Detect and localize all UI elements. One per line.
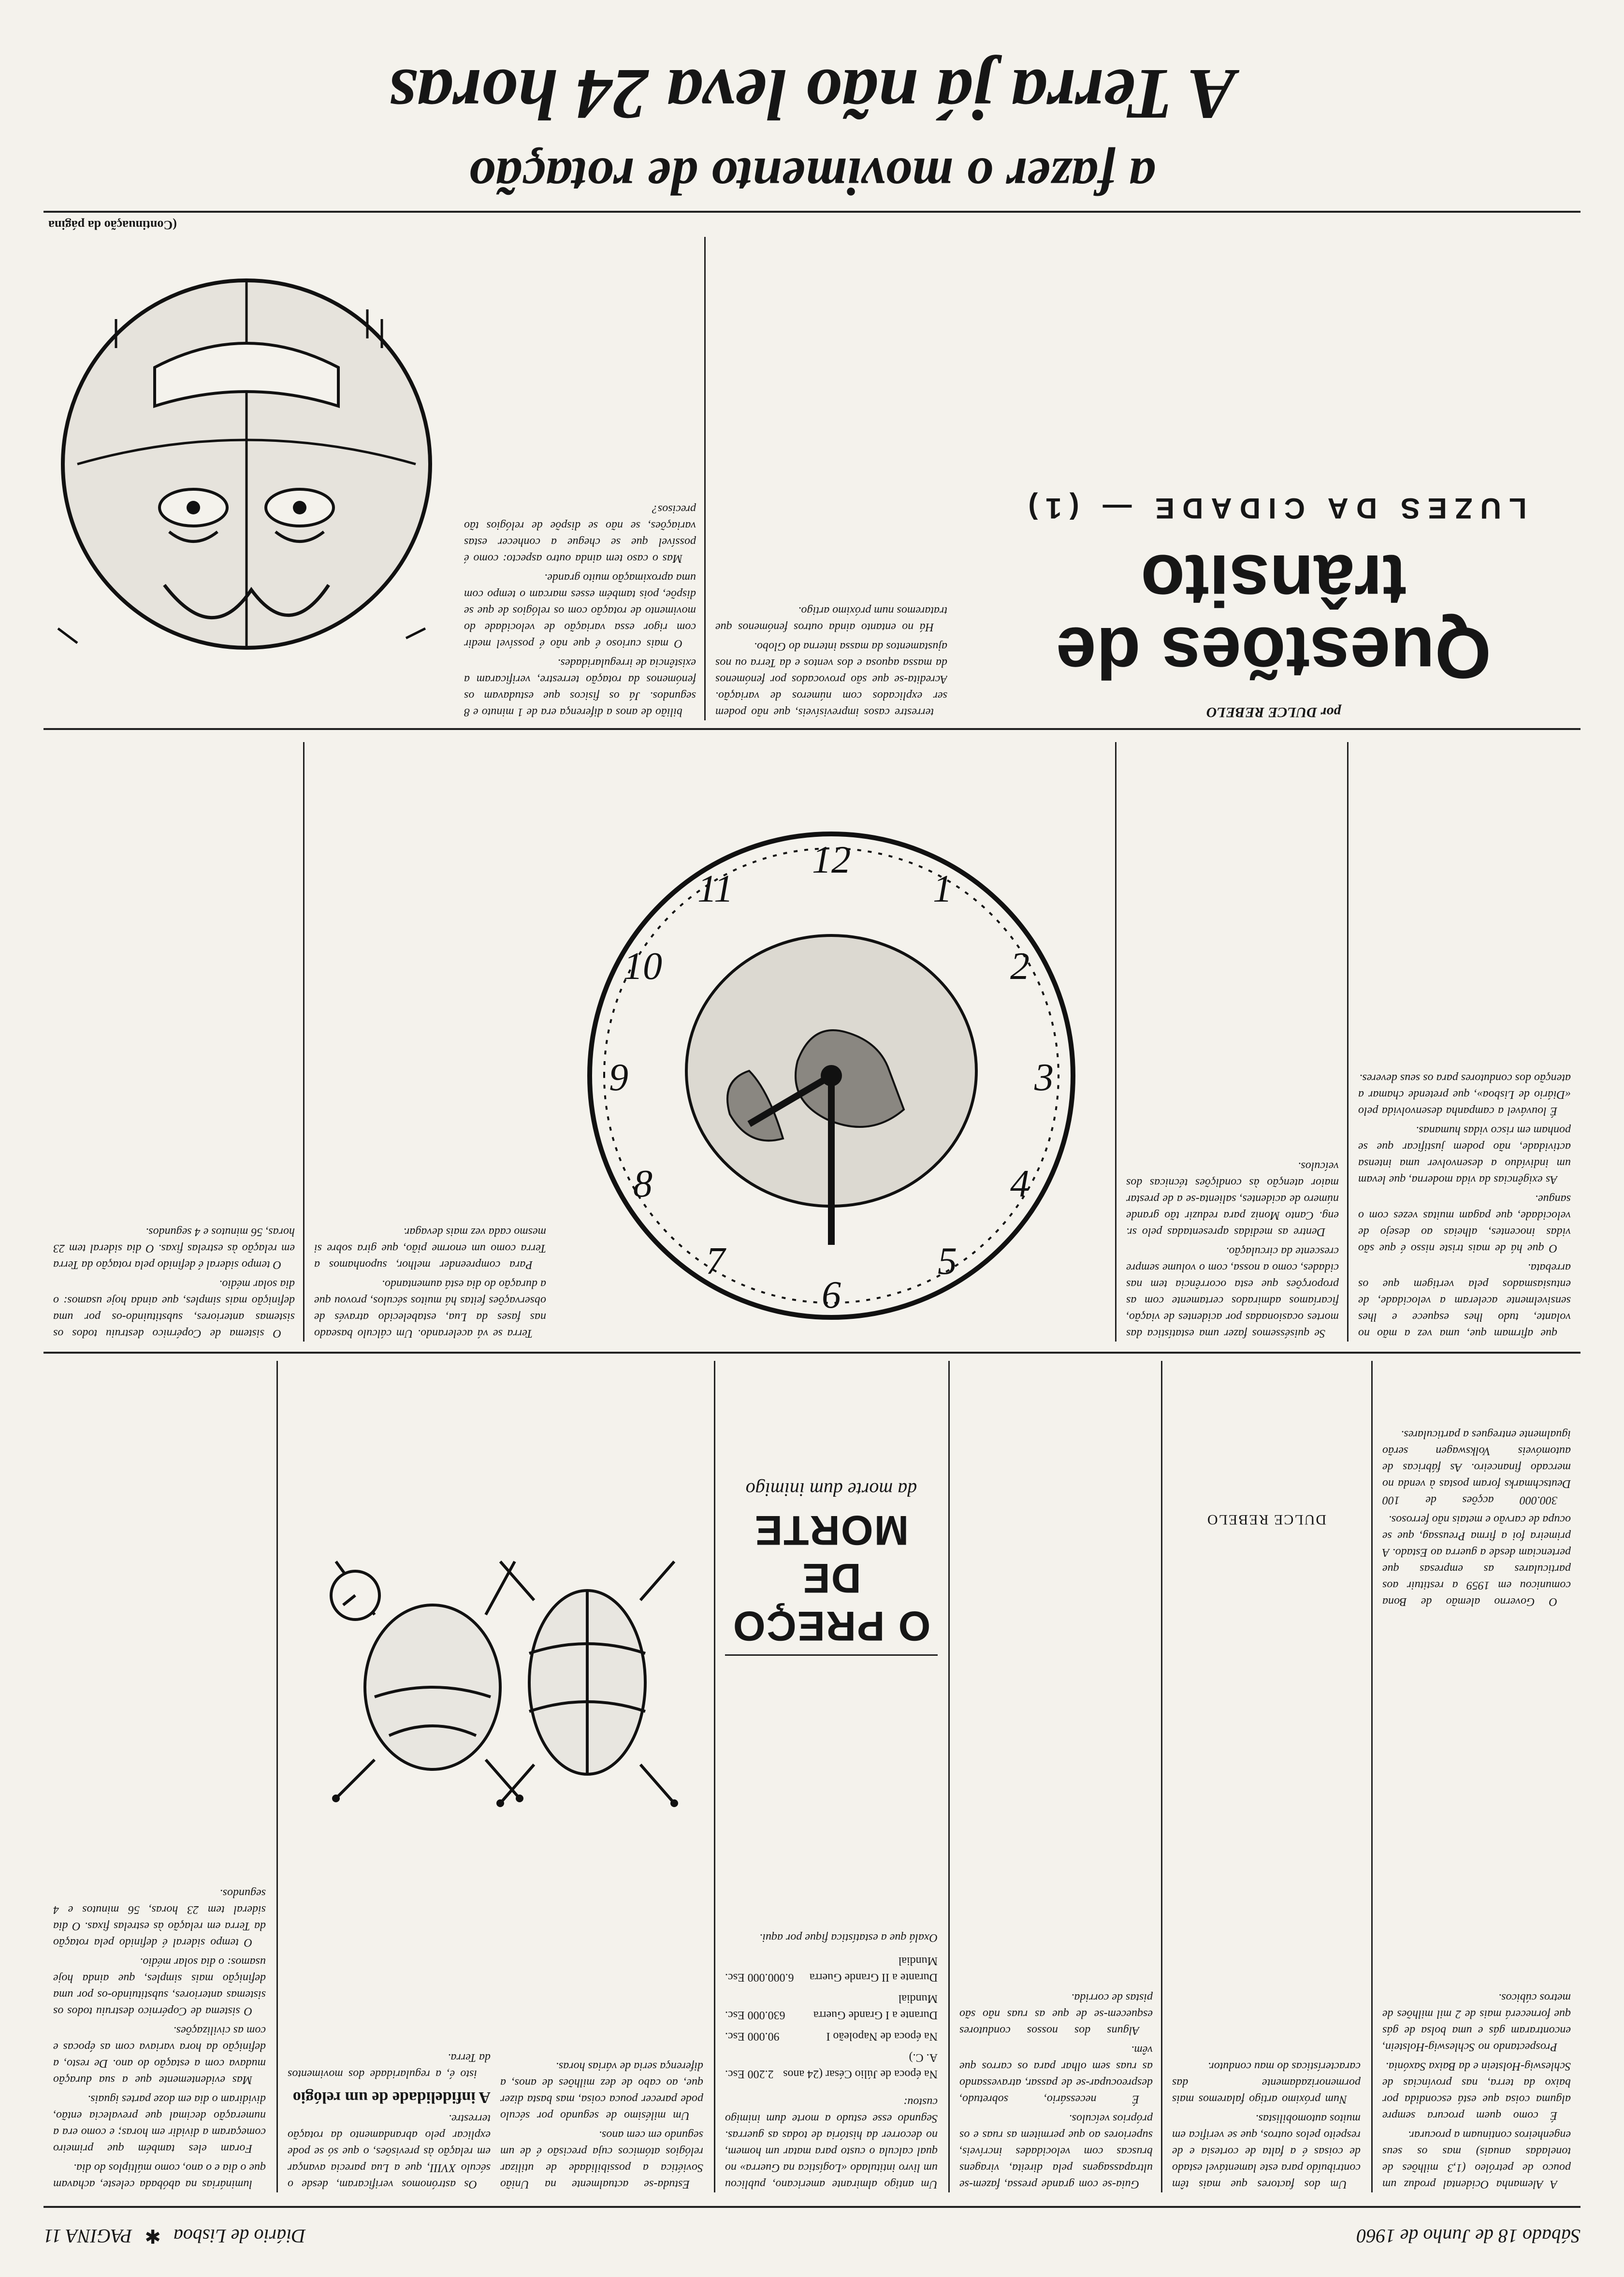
page-header — [44, 2206, 1580, 2265]
paragraph: terrestre casos imprevisíveis, que não podem ser explicados com números de variação. Acredita-se que são provocados por fenómenos da massa aquosa e dos ventos e da Terra ou nos ajustamentos da massa interna do Globo. — [715, 640, 947, 718]
article1-col1 — [464, 237, 696, 720]
paragraph: isto é, a regularidade dos movimentos da Terra. — [288, 2051, 491, 2080]
article1-subheading: A infidelidade de um relógio — [292, 2088, 491, 2106]
article2-col3 — [959, 1361, 1153, 2192]
column-rule — [948, 1361, 950, 2192]
paragraph: Há no entanto ainda outros fenómenos que trataremos num próximo artigo. — [715, 604, 947, 633]
article1-col4a — [53, 1361, 266, 2192]
sidebar-row — [725, 1953, 938, 1985]
sidebar-title-block — [725, 1478, 938, 1656]
header-date: Sábado 18 de Junho de 1960 — [1356, 2225, 1580, 2248]
header-right — [44, 2225, 305, 2248]
paragraph: Para compreender melhor, suponhamos a Terra como um enorme pião, que gira sobre si mesmo cada vez mais devagar. — [314, 1226, 546, 1271]
column-rule — [1371, 1361, 1373, 2192]
sidebar-table — [725, 1953, 938, 2082]
insects-illustration — [288, 1533, 703, 1832]
header-separator: ✱ — [145, 2225, 161, 2248]
sidebar-row — [725, 1990, 938, 2023]
clock-numeral: 3 — [1034, 1056, 1054, 1099]
paragraph: Prospectando no Schleswig-Holstein, encontraram gás e uma bolsa de gás que fornecerá mais de 2 mil milhões de metros cúbicos. — [1382, 1991, 1571, 2053]
sidebar-row-label: Durante a II Grande Guerra Mundial — [809, 1955, 938, 1984]
clock-numeral: 9 — [609, 1056, 628, 1099]
column-rule — [704, 237, 706, 720]
paragraph: É louvável a campanha desenvolvida pelo «Diário de Lisboa», que pretende chamar a atenção dos condutores para os seus deveres. — [1358, 1072, 1571, 1117]
clock-numeral: 2 — [1010, 945, 1030, 988]
article1-col3 — [314, 737, 546, 1342]
paragraph: Dentre as medidas apresentadas pelo sr. eng. Canto Moniz para reduzir tão grande número de acidentes, salienta-se a de prestar maior atenção às condições técnicas dos veículos. — [1126, 1160, 1339, 1238]
article2-col4 — [1172, 1530, 1361, 2192]
article2-col1 — [1126, 737, 1339, 1342]
paragraph: A Alemanha Ocidental produz um pouco de petróleo (1,3 milhões de toneladas anuais) mas os seus engenheiros continuam a procurar. — [1382, 2129, 1571, 2190]
clock-numeral: 12 — [812, 839, 851, 881]
paragraph: luminárias na abóbada celeste, achavam que o dia e o ano, como múltiplos do dia. — [53, 2161, 266, 2190]
globe-face-illustration — [48, 232, 445, 715]
section-rule — [44, 1352, 1580, 1354]
sidebar-row-value: 90.000 Esc. — [725, 2030, 780, 2043]
clock-numeral: 4 — [1010, 1163, 1030, 1205]
paragraph: Guia-se com grande pressa, fazem-se ultrapassagens pela direita, viragens bruscas com velocidades incríveis, superiores ao que permitem as ruas e os próprios veículos. — [959, 2112, 1153, 2190]
clock-numeral: 10 — [624, 945, 662, 988]
paragraph: 300.000 acções de 100 Deutschmarks foram postas à venda no mercado financeiro. As fábricas de automóveis Volkswagen serão igualmente entregues a particulares. — [1382, 1428, 1571, 1506]
article2-header — [976, 492, 1571, 720]
sidebar-intro: Um antigo almirante americano, publicou um livro intitulado «Logística na Guerra» no qual calcula o custo para matar um homem, no decorrer da história de todas as guerras. Segundo esse estudo a morte dum inimigo custou: — [725, 2096, 938, 2190]
clock-illustration — [566, 810, 1097, 1342]
paragraph: O sistema de Copérnico destruiu todos os sistemas anteriores, substituindo-os por uma definição mais simples, que ainda hoje usamos: o dia solar médio. — [53, 1278, 295, 1340]
column-rule — [1115, 742, 1116, 1342]
paragraph: O tempo sideral é definido pela rotação da Terra em relação às estrelas fixas. O dia sideral tem 23 horas, 56 minutos e 4 segundos. — [53, 1887, 266, 1949]
paragraph: É como quem procura sempre alguma coisa que está escondida por baixo da terra, nas províncias de Schleswig-Holstein e da Baixa Saxónia. — [1382, 2060, 1571, 2122]
paragraph: Um dos factores que mais têm contribuído para este lamentável estado de coisas é a falta de cortesia e de respeito pelos outros, que se verifica em muitos automobilistas. — [1172, 2112, 1361, 2190]
article2-title: Questões de trânsito — [1056, 540, 1492, 694]
column-rule — [714, 1361, 715, 2192]
column-rule — [303, 742, 304, 1342]
clock-numeral: 1 — [933, 868, 952, 910]
paragraph: Um milésimo de segundo por século pode parecer pouca coisa, mas basta dizer que, ao cabo de dez milhões de anos, a diferença seria de várias horas. — [500, 2060, 703, 2122]
column-rule — [1347, 742, 1348, 1342]
paragraph: O tempo sideral é definido pela rotação da Terra em relação às estrelas fixas. O dia sideral tem 23 horas, 56 minutos e 4 segundos. — [53, 1226, 295, 1271]
paragraph: Estuda-se actualmente na União Soviética a possibilidade de utilizar relógios atómicos cuja precisão é de um segundo em cem anos. — [500, 2129, 703, 2190]
clock-numeral: 7 — [706, 1240, 725, 1283]
paragraph: As exigências da vida moderna, que levam um indivíduo a desenvolver uma intensa actividade, não podem justificar que se ponham em risco vidas humanas. — [1358, 1124, 1571, 1186]
column-rule — [276, 1361, 278, 2192]
sidebar-row-label: Durante a I Grande Guerra Mundial — [813, 1992, 938, 2021]
article1-col2 — [715, 237, 947, 720]
paragraph: Num próximo artigo falaremos mais pormenorizadamente das características do mau condutor. — [1172, 2060, 1361, 2105]
sidebar-subtitle: da morte dum inimigo — [745, 1479, 917, 1501]
paragraph: O Governo alemão de Bona comunicou em 1959 a restituir aos particulares as empresas que pertenciam desde a guerra ao Estado. A primeira foi a firma Preussag, que se ocupa de carvão e metais não ferrosos. — [1382, 1513, 1571, 1608]
column-rule — [1161, 1361, 1162, 2192]
sidebar-row-label: Na época de Júlio César (24 anos A. C.) — [783, 2051, 938, 2080]
article1-title-line2: a fazer o movimento de rotação — [468, 147, 1156, 206]
paragraph: É necessário, sobretudo, despreocupar-se de passar, atravessando as ruas sem olhar para os carros que vêm. — [959, 2043, 1153, 2105]
sidebar-row — [725, 2049, 938, 2082]
clock-numeral: 5 — [938, 1240, 957, 1283]
sidebar-title: O PREÇO DE MORTE — [732, 1507, 931, 1649]
sidebar-row — [725, 2028, 938, 2044]
header-page-number: PAGINA 11 — [44, 2225, 132, 2248]
clock-numeral: 11 — [697, 868, 734, 910]
paragraph: Alguns dos nossos condutores esquecem-se de que as ruas não são pistas de corrida. — [959, 1991, 1153, 2037]
clock-numeral: 8 — [633, 1163, 652, 1205]
article2-byline: por DULCE REBELO — [1206, 704, 1341, 720]
article3-col1 — [1382, 1612, 1571, 2192]
sidebar-row-label: Na época de Napoleão I — [826, 2030, 938, 2043]
header-newspaper-name: Diário de Lisboa — [173, 2225, 306, 2248]
paragraph: Foram eles também que primeiro começaram a dividir em horas; e como era a numeração decimal que prevalecia então, dividiram o dia em doze partes iguais. — [53, 2093, 266, 2155]
article1-col5b — [288, 1844, 491, 2192]
paragraph: Se quiséssemos fazer uma estatística das mortes ocasionadas por acidentes de viação, ficaríamos admirados certamente com as proporções que esta ocorrência tem nas cidades, como a nossa, com o volume sempre crescente da circulação. — [1126, 1245, 1339, 1340]
sidebar-row-value: 630.000 Esc. — [725, 2009, 785, 2021]
sidebar-footer: Oxalá que a estatística fique por aqui. — [759, 1931, 938, 1944]
section-rule — [44, 728, 1580, 730]
article3-col2 — [1382, 1358, 1571, 1610]
sidebar-box — [725, 1479, 938, 2192]
article2-signature: DULCE REBELO — [1206, 1512, 1327, 1528]
article2-kicker: LUZES DA CIDADE — (1) — [1020, 492, 1527, 525]
section-rule — [44, 211, 1580, 213]
paragraph: Os astrónomos verificaram, desde o século XVIII, que a Lua parecia avançar em relação às previsões, o que só se pode explicar pelo abrandamento da rotação terrestre. — [288, 2112, 491, 2190]
paragraph: que afirmam que, uma vez a mão no volante, tudo lhes esquece e lhes sensivelmente aceleram a velocidade, de entusiasmados pela vertigem que os arrebata. — [1358, 1261, 1571, 1340]
article1-title-line1: A Terra já não leva 24 horas — [388, 54, 1236, 134]
article2-col2 — [1358, 737, 1571, 1342]
paragraph: O sistema de Copérnico destruiu todos os sistemas anteriores, substituindo-os por uma definição mais simples, que ainda hoje usamos: o dia solar médio. — [53, 1956, 266, 2017]
sidebar-row-value: 6.000.000 Esc. — [725, 1971, 794, 1984]
paragraph: Terra se vá acelerando. Um cálculo baseado nas fases da Lua, estabelecido através de observações feitas há muitos séculos, provou que a duração do dia está aumentando. — [314, 1278, 546, 1340]
clock-numeral: 6 — [822, 1274, 841, 1316]
paragraph: O mais curioso é que não é possível medir com rigor essa variação de velocidade do movimento de rotação com os relógios de que se dispõe, pois também esses marcam o tempo com uma aproximação muito grande. — [464, 571, 696, 650]
continuation-note: (Continuação da página — [48, 218, 177, 232]
paragraph: Mas o caso tem ainda outro aspecto: como é possível que se chegue a conhecer estas variações, se não se dispõe de relógios tão precisos? — [464, 503, 696, 565]
paragraph: O que há de mais triste nisso é que são vidas inocentes, alheias ao desejo de velocidade, que pagam muitas vezes com o sangue. — [1358, 1193, 1571, 1255]
article1-col4b — [53, 737, 295, 1342]
sidebar-row-value: 2.200 Esc. — [725, 2068, 774, 2080]
paragraph: bilião de anos a diferença era de 1 minuto e 8 segundos. Já os fisicos que estudavam os fenómenos da rotação terrestre, verificaram a existência de irregularidades. — [464, 657, 696, 718]
paragraph: Mas evidentemente que a sua duração mudava com a estação do ano. De resto, a definição da hora variava com as épocas e com as civilizações. — [53, 2024, 266, 2086]
